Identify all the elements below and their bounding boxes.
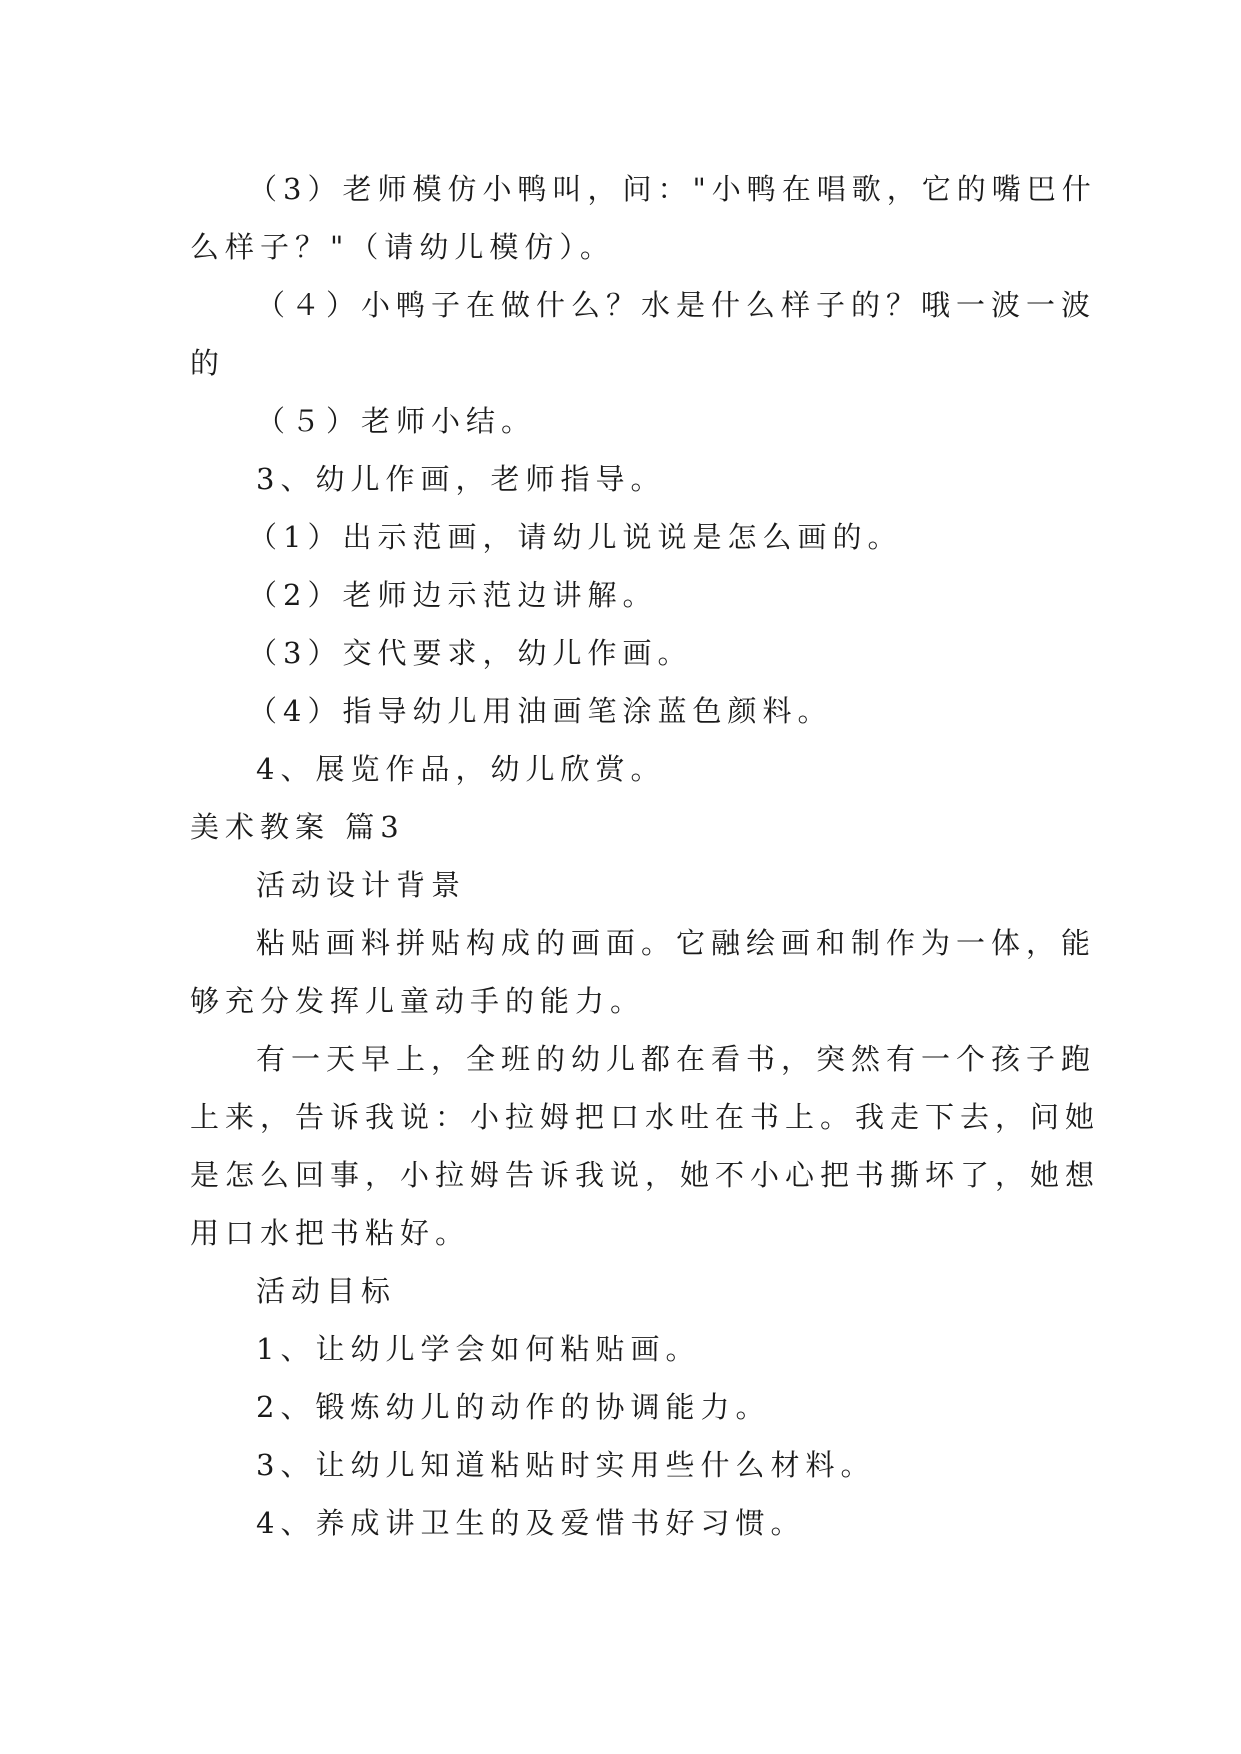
subheading: 活动设计背景 xyxy=(256,868,467,902)
paragraph-line: 用口水把书粘好。 xyxy=(190,1216,471,1250)
section-heading: 美术教案 篇3 xyxy=(190,810,405,844)
paragraph-line: 3、幼儿作画，老师指导。 xyxy=(256,462,666,496)
paragraph-line: 的 xyxy=(190,346,226,380)
subheading: 活动目标 xyxy=(256,1274,397,1308)
document-page xyxy=(190,160,1101,1552)
paragraph-line: （1）出示范画，请幼儿说说是怎么画的。 xyxy=(248,520,903,554)
paragraph-line: （2）老师边示范边讲解。 xyxy=(248,578,658,612)
list-item: 4、养成讲卫生的及爱惜书好习惯。 xyxy=(256,1506,806,1540)
list-item: 1、让幼儿学会如何粘贴画。 xyxy=(256,1332,701,1366)
paragraph-line: 粘贴画料拼贴构成的画面。它融绘画和制作为一体，能 xyxy=(256,926,1097,960)
paragraph-line: （3）老师模仿小鸭叫，问："小鸭在唱歌，它的嘴巴什 xyxy=(248,172,1097,206)
paragraph-line: （５）老师小结。 xyxy=(256,404,537,438)
paragraph-line: 么样子？"（请幼儿模仿）。 xyxy=(190,230,615,264)
paragraph-line: （3）交代要求，幼儿作画。 xyxy=(248,636,693,670)
list-item: 2、锻炼幼儿的动作的协调能力。 xyxy=(256,1390,771,1424)
paragraph-line: 上来，告诉我说：小拉姆把口水吐在书上。我走下去，问她 xyxy=(190,1100,1101,1134)
paragraph-line: 是怎么回事，小拉姆告诉我说，她不小心把书撕坏了，她想 xyxy=(190,1158,1101,1192)
list-item: 3、让幼儿知道粘贴时实用些什么材料。 xyxy=(256,1448,876,1482)
paragraph-line: （４）小鸭子在做什么？水是什么样子的？哦一波一波 xyxy=(256,288,1097,322)
paragraph-line: 4、展览作品，幼儿欣赏。 xyxy=(256,752,666,786)
paragraph-line: （4）指导幼儿用油画笔涂蓝色颜料。 xyxy=(248,694,833,728)
paragraph-line: 够充分发挥儿童动手的能力。 xyxy=(190,984,646,1018)
paragraph-line: 有一天早上，全班的幼儿都在看书，突然有一个孩子跑 xyxy=(256,1042,1097,1076)
